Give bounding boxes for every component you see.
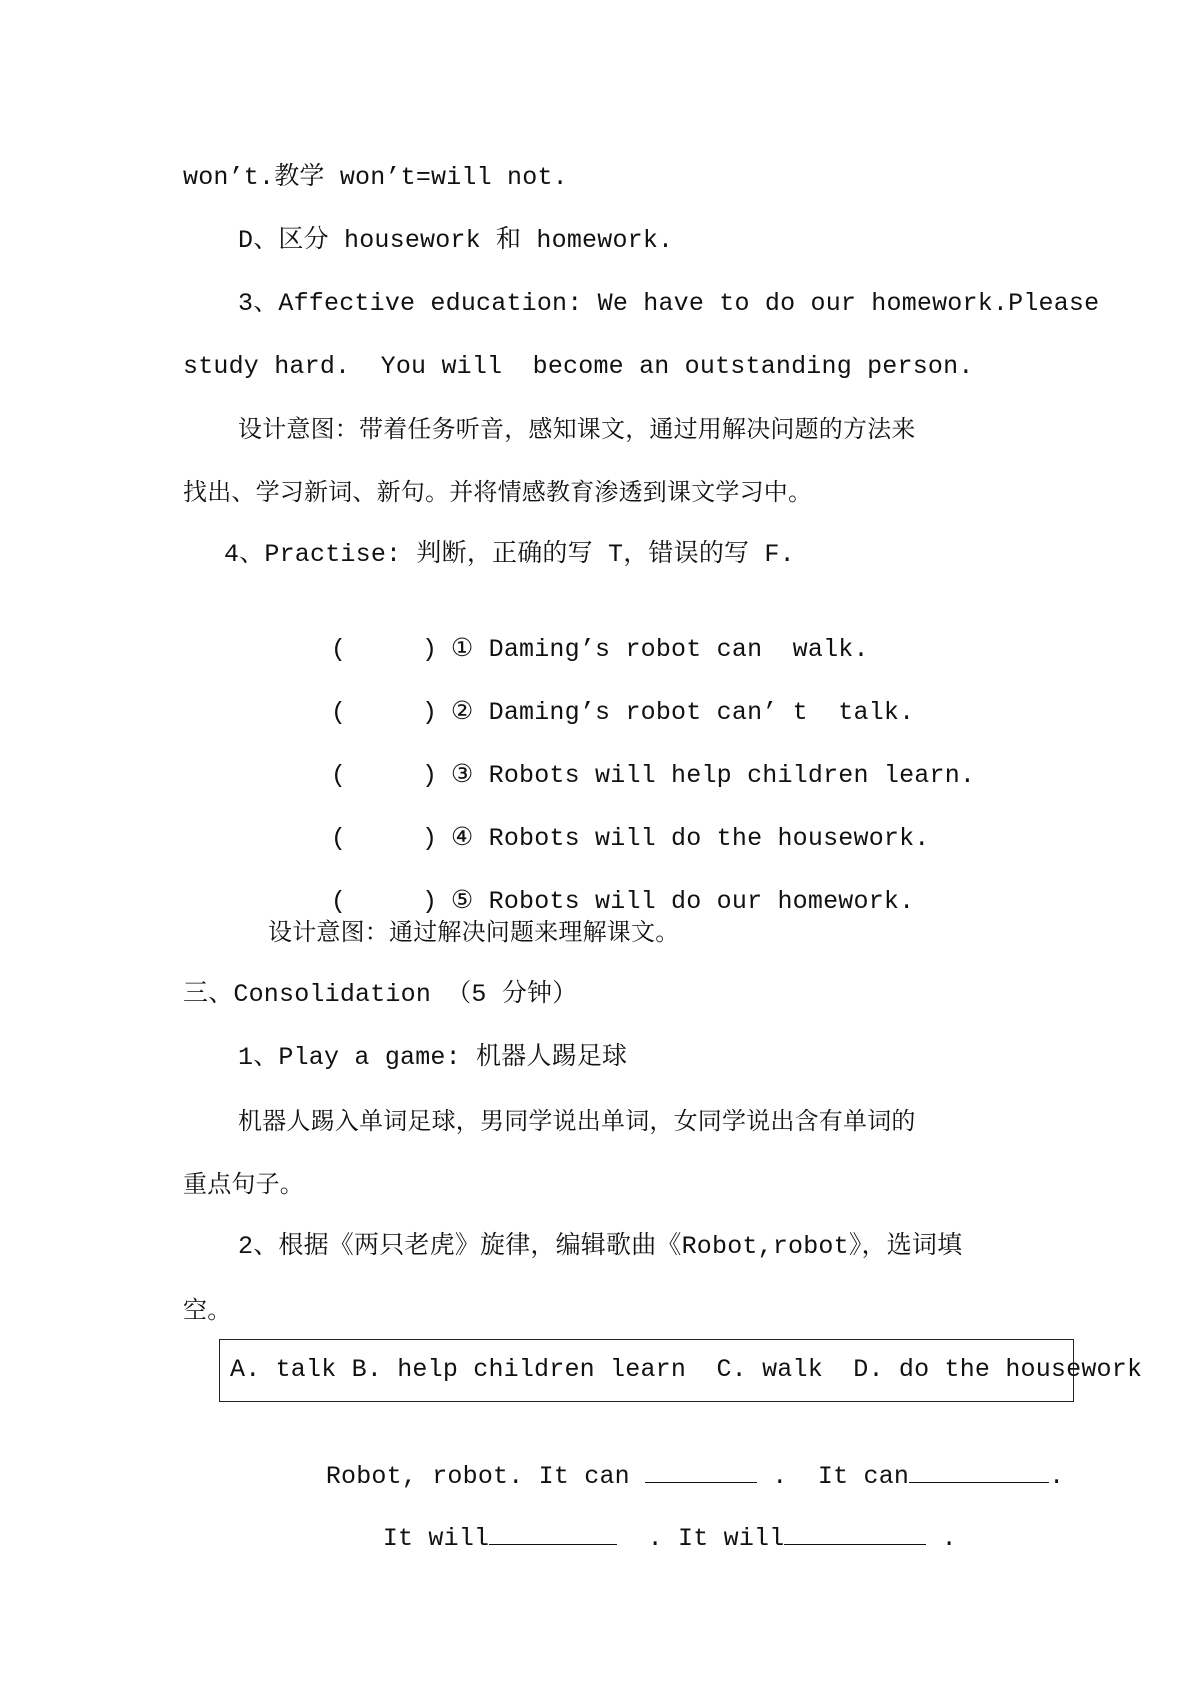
design-intent-line: 设计意图：通过解决问题来理解课文。: [268, 918, 680, 946]
fill-blank[interactable]: [489, 1522, 617, 1545]
text-line: won’t.教学 won’t=will not.: [183, 163, 568, 192]
word-options: A. talk B. help children learn C. walk D. do the housework: [230, 1355, 1143, 1384]
text-line: 重点句子。: [183, 1170, 304, 1198]
judgment-text: ② Daming’s robot can’ t talk.: [450, 698, 915, 727]
design-intent-line: 设计意图：带着任务听音，感知课文，通过用解决问题的方法来: [238, 415, 916, 443]
song-text: . It can: [757, 1462, 910, 1491]
text-line: 2、根据《两只老虎》旋律，编辑歌曲《Robot,robot》，选词填: [238, 1232, 963, 1261]
text-line: 3、Affective education: We have to do our homework.Please: [238, 289, 1100, 318]
song-text: . It will: [617, 1524, 785, 1553]
song-text: .: [926, 1524, 957, 1553]
answer-paren: ( ): [330, 887, 438, 916]
fill-blank[interactable]: [784, 1522, 926, 1545]
text-line: 机器人踢入单词足球，男同学说出单词，女同学说出含有单词的: [238, 1107, 916, 1135]
answer-paren: ( ): [330, 698, 438, 727]
song-text: It will: [382, 1524, 490, 1553]
answer-paren: ( ): [330, 824, 438, 853]
answer-paren: ( ): [330, 635, 438, 664]
song-text: .: [1049, 1462, 1065, 1491]
text-line: 1、Play a game: 机器人踢足球: [238, 1043, 628, 1072]
song-text: Robot, robot. It can: [325, 1462, 630, 1491]
judgment-text: ⑤ Robots will do our homework.: [450, 887, 915, 916]
judgment-text: ④ Robots will do the housework.: [450, 824, 930, 853]
fill-blank[interactable]: [909, 1460, 1049, 1483]
text-line: D、区分 housework 和 homework.: [238, 226, 674, 255]
text-line: study hard. You will become an outstanding person.: [183, 352, 974, 381]
section-heading: 三、Consolidation （5 分钟）: [183, 980, 578, 1009]
answer-paren: ( ): [330, 761, 438, 790]
fill-blank[interactable]: [645, 1460, 757, 1483]
song-line: [322, 1490, 957, 1587]
judgment-text: ① Daming’s robot can walk.: [450, 635, 869, 664]
design-intent-line: 找出、学习新词、新句。并将情感教育渗透到课文学习中。: [183, 478, 813, 506]
word-options-box: [219, 1339, 1143, 1402]
judgment-text: ③ Robots will help children learn.: [450, 761, 976, 790]
practise-heading: 4、Practise: 判断，正确的写 T，错误的写 F.: [224, 540, 795, 569]
text-line: 空。: [183, 1296, 232, 1324]
